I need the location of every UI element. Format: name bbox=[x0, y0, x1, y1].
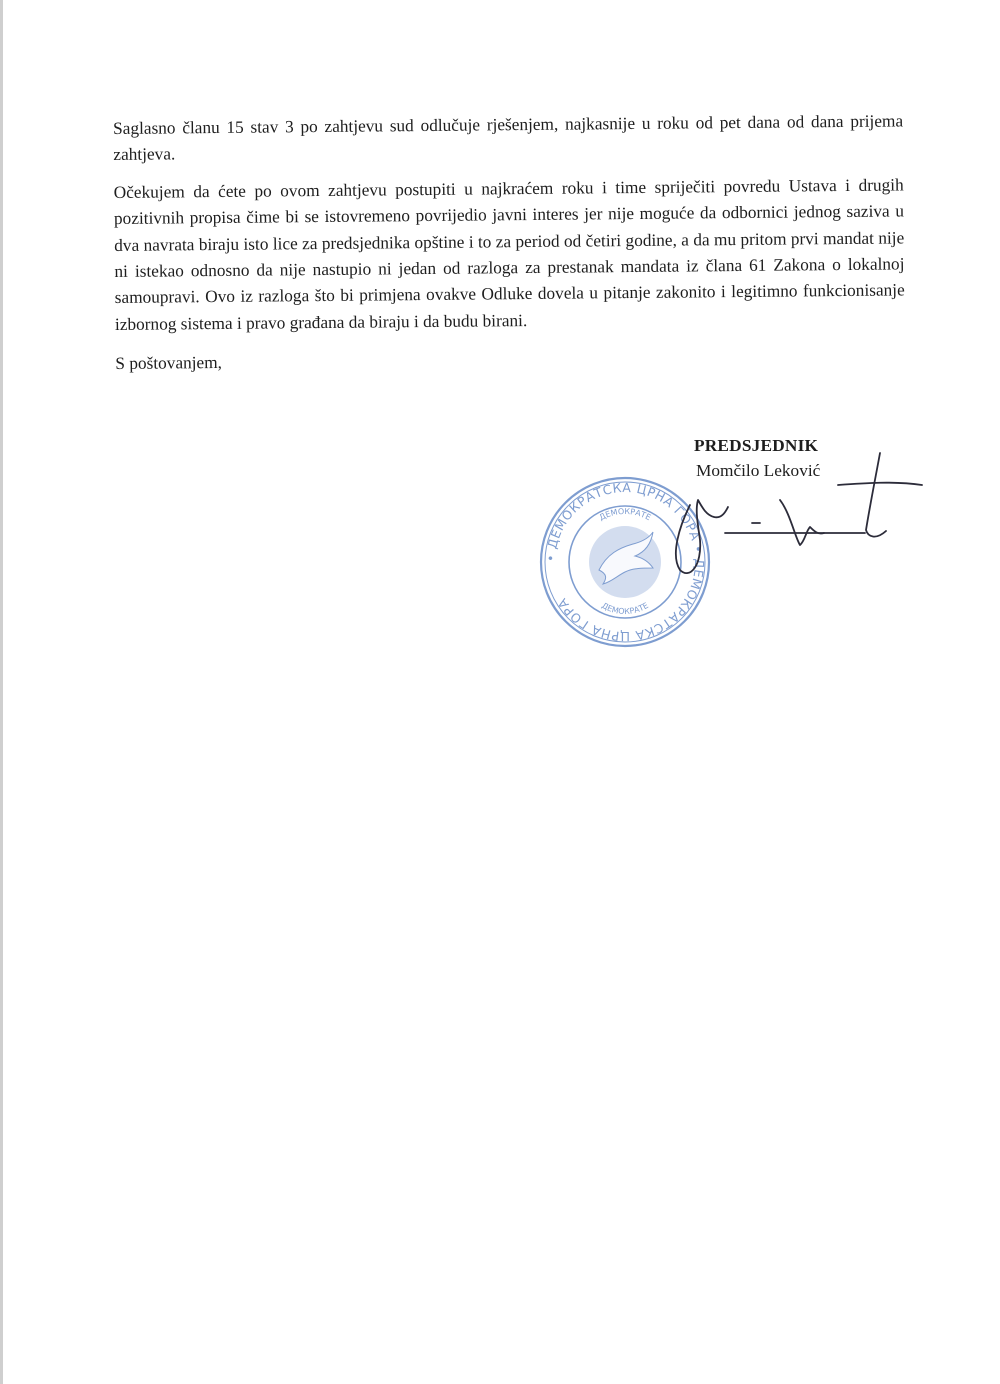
paragraph-2: Očekujem da ćete po ovom zahtjevu postupiti u najkraćem roku i time spriječiti povredu Ustava i drugih pozitivnih propisa čime bi se istovremeno povrijedio javni interes jer nije moguće da odbornici jednog saziva u dva navrata biraju isto lice za predsjednika opštine i to za period od četiri godine, a da mu pritom prvi mandat nije ni istekao odnosno da nije nastupio ni jedan od razloga za prestanak mandata iz člana 61 Zakona o lokalnoj samoupravi. Ovo iz razloga što bi primjena ovakve Odluke dovela u pitanje zakonito i legitimno funkcionisanje izbornog sistema i pravo građana da biraju i da budu birani. bbox=[113, 175, 905, 334]
stamp-inner-text-top: ДЕМОКРАТЕ bbox=[597, 506, 653, 523]
svg-text:ДЕМОКРАТЕ bbox=[600, 601, 650, 616]
stamp-outer-text: • ДЕМОКРАТСКА ЦРНА ГОРА • ДЕМОКРАТСКА ЦРНА ГОРА bbox=[542, 479, 708, 645]
signer-name: Momčilo Leković bbox=[696, 461, 821, 480]
signer-title: PREDSJEDNIK bbox=[694, 436, 819, 455]
stamp-inner-text-bottom: ДЕМОКРАТЕ bbox=[600, 600, 650, 617]
paragraph-1: Saglasno članu 15 stav 3 po zahtjevu sud odlučuje rješenjem, najkasnije u roku od pet dana od dana prijema zahtjeva. bbox=[113, 111, 904, 165]
handwritten-signature bbox=[640, 445, 930, 585]
letter-body bbox=[113, 108, 905, 377]
closing-salutation: S poštovanjem, bbox=[115, 353, 223, 374]
scan-edge bbox=[0, 0, 3, 1384]
